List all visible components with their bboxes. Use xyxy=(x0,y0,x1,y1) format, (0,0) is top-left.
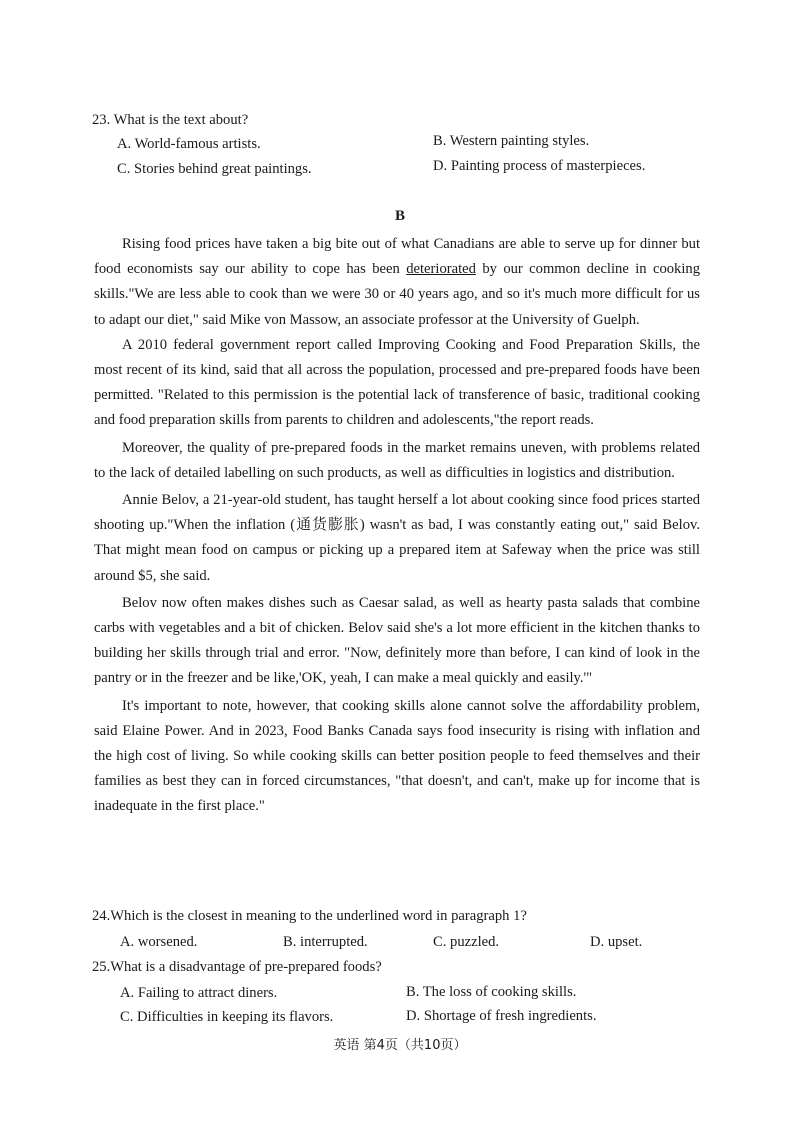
paragraph-1 xyxy=(94,232,700,333)
underlined-word: deteriorated xyxy=(406,261,476,278)
q25-option-a: A. Failing to attract diners. xyxy=(120,985,278,1001)
q24-option-d: D. upset. xyxy=(590,934,643,950)
q23-stem: 23. What is the text about? xyxy=(92,112,249,128)
q23-option-d: D. Painting process of masterpieces. xyxy=(433,158,646,174)
paragraph-4: Annie Belov, a 21-year-old student, has taught herself a lot about cooking since food prices started shooting up."When the inflation (通货膨胀) wasn't as bad, I was constantly eating out," said Belov. That might mean food on campus or picking up a prepared item at Safeway when the price was still around $5, she said. xyxy=(94,492,700,584)
q23-option-c: C. Stories behind great paintings. xyxy=(117,161,312,177)
q24-option-b: B. interrupted. xyxy=(283,934,368,950)
q25-option-b: B. The loss of cooking skills. xyxy=(406,984,577,1000)
paragraph-1-text-b: by our common decline in cooking skills."We are less able to cook than we were 30 or 40 years ago, and so it's much more difficult for us to adapt our diet," said Mike von Massow, an associate professor at the University of Guelph. xyxy=(94,261,700,328)
section-heading-b: B xyxy=(394,208,405,224)
q25-option-d: D. Shortage of fresh ingredients. xyxy=(406,1008,597,1024)
q25-stem: 25.What is a disadvantage of pre-prepared foods? xyxy=(92,959,382,975)
q24-option-a: A. worsened. xyxy=(120,934,198,950)
paragraph-6: It's important to note, however, that cooking skills alone cannot solve the affordability problem, said Elaine Power. And in 2023, Food Banks Canada says food insecurity is rising with inflation and the high cost of living. So while cooking skills can better position people to feed themselves and their families as best they can in forced circumstances, "that doesn't, and can't, make up for income that is inadequate in the first place." xyxy=(94,697,700,815)
q24-stem: 24.Which is the closest in meaning to the underlined word in paragraph 1? xyxy=(92,908,527,924)
paragraph-2: A 2010 federal government report called Improving Cooking and Food Preparation Skills, the most recent of its kind, said that all across the population, processed and pre-prepared foods have been permitted. "Related to this permission is the potential lack of transference of basic, traditional cooking and food preparation skills from parents to children and adolescents,"the report reads. xyxy=(94,336,700,429)
q25-option-c: C. Difficulties in keeping its flavors. xyxy=(120,1009,334,1025)
paragraph-1-text-a: Rising food prices have taken a big bite out of what Canadians are able to serve up for dinner but food economists say our ability to cope has been xyxy=(94,236,700,278)
q24-option-c: C. puzzled. xyxy=(433,934,500,950)
page-footer: 英语 第4页（共10页） xyxy=(333,1038,467,1053)
q23-option-b: B. Western painting styles. xyxy=(433,133,590,149)
paragraph-3: Moreover, the quality of pre-prepared foods in the market remains uneven, with problems related to the lack of detailed labelling on such products, as well as difficulties in logistics and distribution. xyxy=(94,439,700,481)
q23-option-a: A. World-famous artists. xyxy=(117,136,261,152)
paragraph-5: Belov now often makes dishes such as Caesar salad, as well as hearty pasta salads that combine carbs with vegetables and a bit of chicken. Belov said she's a lot more efficient in the kitchen thanks to building her skills through trial and error. "Now, definitely more than before, I can kind of look in the pantry or in the freezer and be like,'OK, yeah, I can make a meal quickly and easily.'" xyxy=(94,594,700,687)
reading-passage xyxy=(94,232,700,820)
